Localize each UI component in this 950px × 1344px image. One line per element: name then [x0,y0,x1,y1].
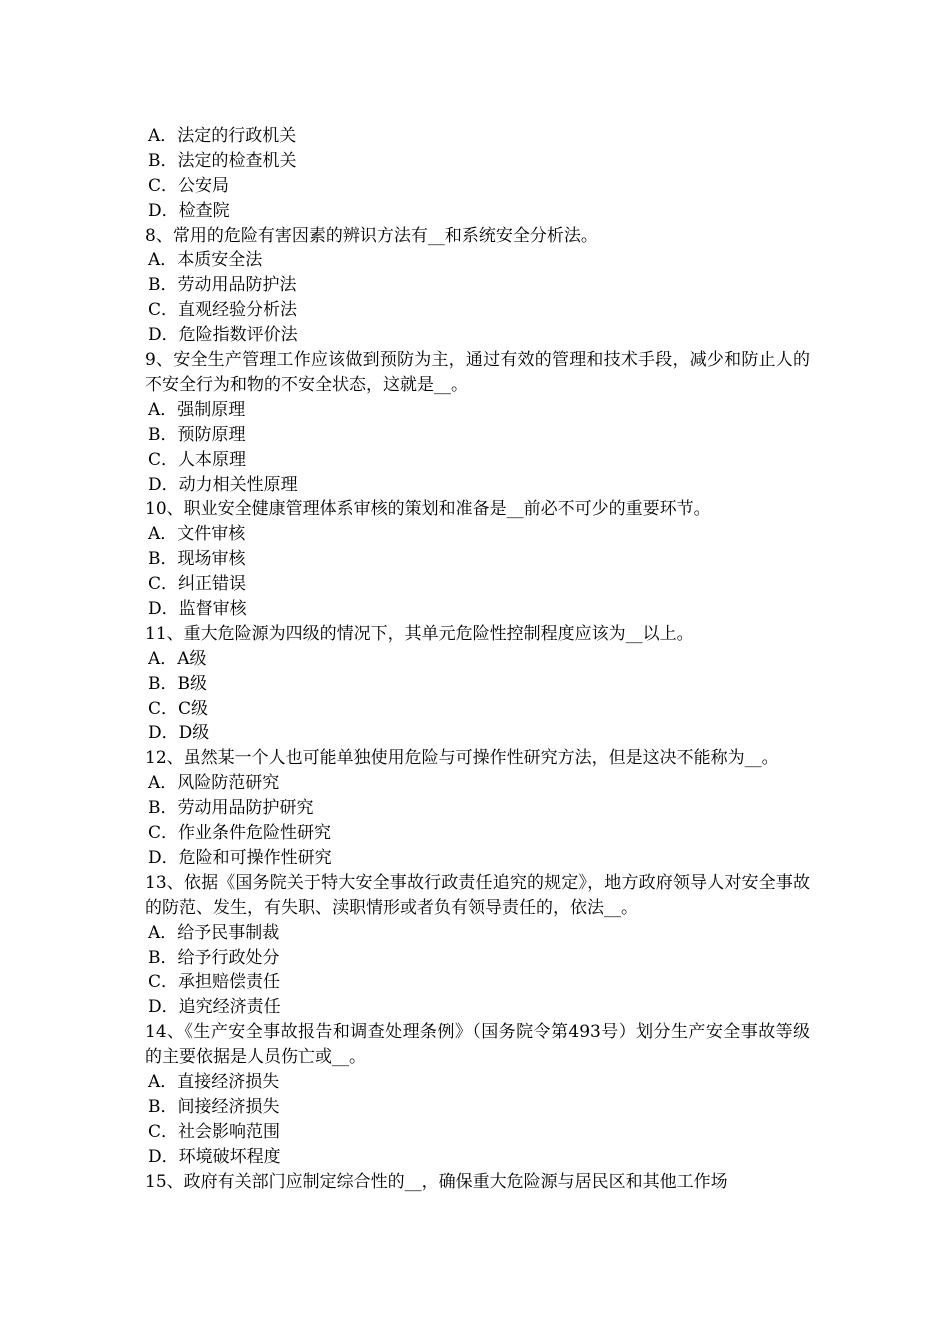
question-stem: 11、重大危险源为四级的情况下，其单元危险性控制程度应该为__以上。 [145,623,694,644]
option: B．法定的检查机关 [148,150,297,171]
option: D．检查院 [148,200,230,221]
option: C．纠正错误 [148,574,247,595]
option: D．动力相关性原理 [148,474,298,495]
option: C．C级 [148,698,209,719]
option: B．预防原理 [148,424,246,445]
option: A．直接经济损失 [148,1072,280,1092]
option: A．A级 [148,648,207,669]
question-stem: 13、依据《国务院关于特大安全事故行政责任追究的规定》，地方政府领导人对安全事故的防范、发生，有失职、渎职情形或者负有领导责任的，依法__。 [145,872,810,918]
document-page [145,124,810,1194]
option: D．危险指数评价法 [148,325,298,346]
question-block [145,1020,810,1169]
question-stem: 15、政府有关部门应制定综合性的__，确保重大危险源与居民区和其他工作场 [145,1171,728,1192]
option: A．强制原理 [148,399,246,420]
question-block [145,871,810,1020]
option: C．承担赔偿责任 [148,972,281,993]
option: B．间接经济损失 [148,1096,280,1117]
option: B．劳动用品防护法 [148,275,297,296]
option: B．B级 [148,673,207,694]
option: D．追究经济责任 [148,997,281,1018]
question-stem: 9、安全生产管理工作应该做到预防为主，通过有效的管理和技术手段，减少和防止人的不安全行为和物的不安全状态，这就是__。 [145,350,810,395]
question-block [145,622,810,746]
option: B．现场审核 [148,549,246,570]
question-block [145,497,810,621]
option: D．危险和可操作性研究 [148,847,332,868]
question-block [145,746,810,870]
option: B．给予行政处分 [148,947,280,968]
option: C．公安局 [148,175,230,196]
option: A．本质安全法 [148,250,263,271]
option: D．监督审核 [148,598,247,619]
option: D．D级 [148,723,210,744]
option: D．环境破坏程度 [148,1146,281,1167]
option: A．给予民事制裁 [148,922,280,943]
option: A．风险防范研究 [148,773,280,794]
question-stem: 12、虽然某一个人也可能单独使用危险与可操作性研究方法，但是这决不能称为__。 [145,748,779,769]
option: C．直观经验分析法 [148,300,298,321]
option: A．法定的行政机关 [148,126,297,146]
option: C．社会影响范围 [148,1121,281,1142]
question-stem: 8、常用的危险有害因素的辨识方法有__和系统安全分析法。 [145,225,598,246]
option: C．人本原理 [148,449,247,470]
option: B．劳动用品防护研究 [148,798,314,819]
question-block [145,224,810,348]
question-stem: 10、职业安全健康管理体系审核的策划和准备是__前必不可少的重要环节。 [145,499,711,520]
question-stem: 14、《生产安全事故报告和调查处理条例》（国务院令第493号）划分生产安全事故等级的主要依据是人员伤亡或__。 [145,1022,810,1068]
option: A．文件审核 [148,524,246,545]
option: C．作业条件危险性研究 [148,823,332,844]
question-block [145,348,810,497]
